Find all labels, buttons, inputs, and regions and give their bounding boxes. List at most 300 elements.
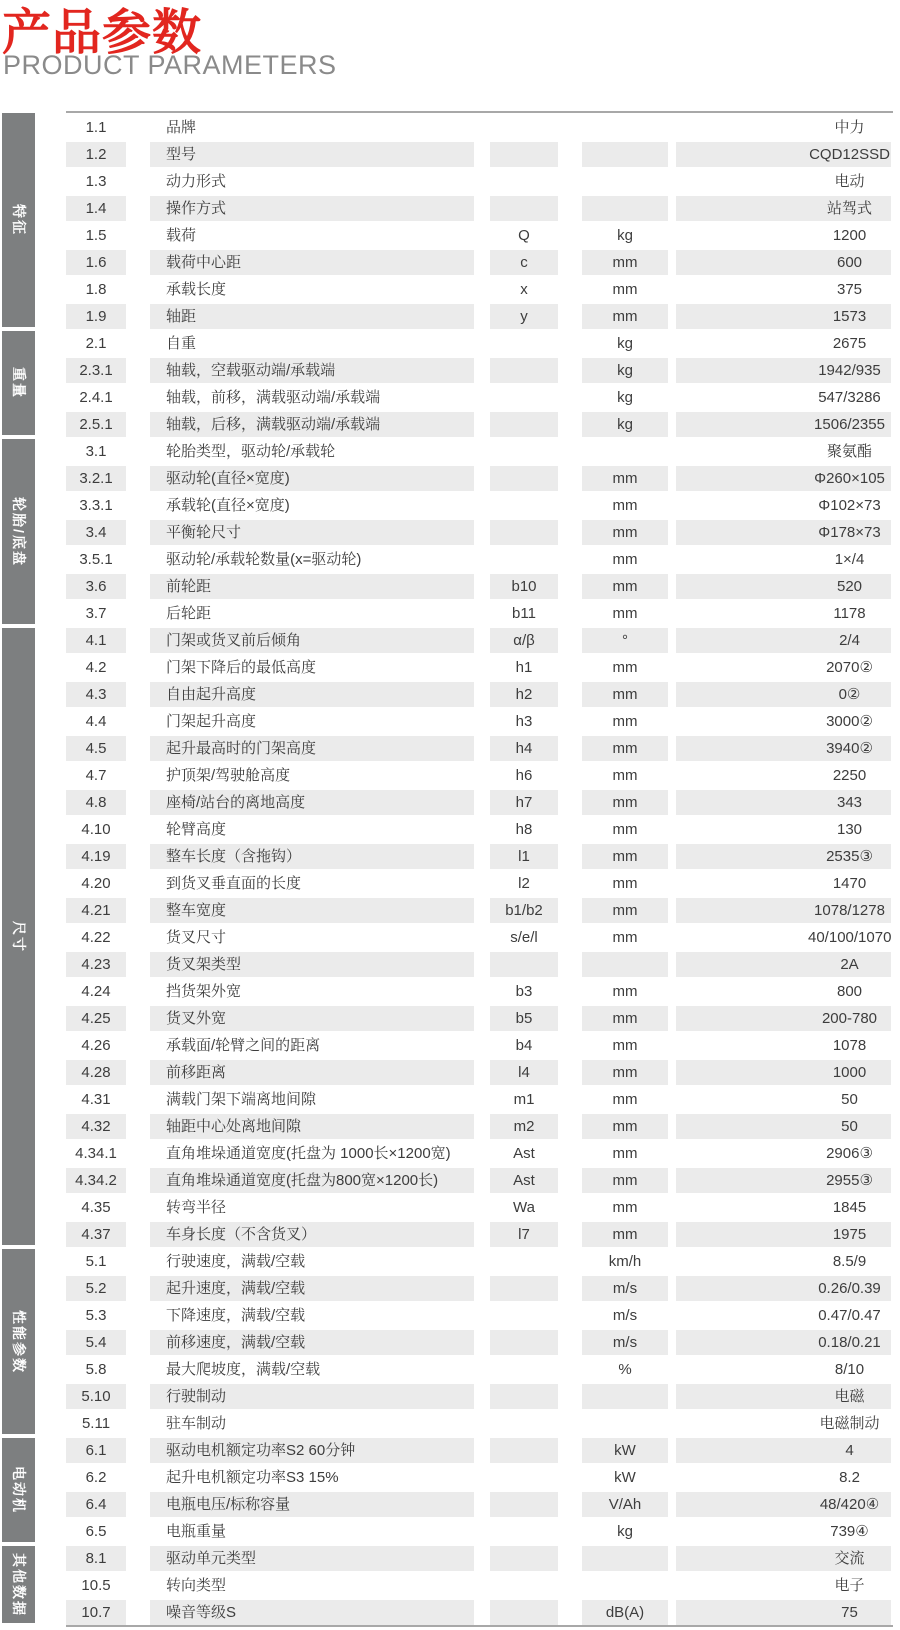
- sidebar-category-label: 重量: [10, 367, 27, 399]
- cell-value: 3000②: [826, 713, 873, 730]
- cell-name: 驱动轮(直径×宽度): [150, 466, 474, 491]
- cell-symbol: [490, 1330, 558, 1355]
- cell-unit: mm: [582, 1222, 668, 1247]
- table-row: [0, 1195, 900, 1220]
- cell-value: 3940②: [676, 736, 891, 761]
- cell-unit: kg: [617, 389, 633, 406]
- cell-value: 547/3286: [818, 389, 881, 406]
- cell-value: 200-780: [676, 1006, 891, 1031]
- table-row: [0, 169, 900, 194]
- cell-value: 8.2: [839, 1469, 860, 1486]
- cell-value: 交流: [676, 1546, 891, 1571]
- cell-no: 6.4: [66, 1492, 126, 1517]
- cell-symbol: b11: [512, 605, 536, 622]
- cell-value: 48/420④: [676, 1492, 891, 1517]
- table-row: [0, 1168, 900, 1193]
- cell-no: 4.21: [66, 898, 126, 923]
- table-row: [0, 1276, 900, 1301]
- cell-no: 10.7: [66, 1600, 126, 1625]
- cell-value: 375: [836, 281, 863, 298]
- cell-unit: [582, 439, 668, 464]
- cell-no: 2.1: [85, 335, 107, 352]
- cell-value: Φ178×73: [676, 520, 891, 545]
- cell-symbol: b5: [490, 1006, 558, 1031]
- cell-unit: [582, 1573, 668, 1598]
- cell-name: 行驶速度，满载/空载: [166, 1253, 306, 1270]
- cell-unit: m/s: [582, 1276, 668, 1301]
- cell-value: 站驾式: [676, 196, 891, 221]
- cell-name: 起升速度，满载/空载: [150, 1276, 474, 1301]
- cell-value: 1078/1278: [676, 898, 891, 923]
- table-row: [0, 1303, 900, 1328]
- cell-unit: mm: [612, 1091, 638, 1108]
- cell-name: 货叉尺寸: [166, 929, 227, 946]
- cell-unit: [582, 142, 668, 167]
- cell-unit: mm: [582, 466, 668, 491]
- cell-no: 3.4: [66, 520, 126, 545]
- cell-symbol: m2: [490, 1114, 558, 1139]
- cell-symbol: l7: [490, 1222, 558, 1247]
- cell-symbol: Wa: [513, 1199, 535, 1216]
- cell-unit: [582, 169, 668, 194]
- cell-no: 4.26: [81, 1037, 111, 1054]
- table-row: [0, 844, 900, 869]
- cell-no: 4.32: [66, 1114, 126, 1139]
- table-row: [0, 277, 900, 302]
- table-row: [0, 1411, 900, 1436]
- cell-no: 5.11: [81, 1415, 111, 1432]
- cell-symbol: [490, 952, 558, 977]
- cell-name: 行驶制动: [150, 1384, 474, 1409]
- sidebar-category-label: 其他数据: [10, 1552, 27, 1617]
- cell-symbol: Ast: [490, 1168, 558, 1193]
- cell-name: 货叉架类型: [150, 952, 474, 977]
- cell-name: 前移速度，满载/空载: [150, 1330, 474, 1355]
- cell-symbol: [490, 196, 558, 221]
- table-row: [0, 250, 900, 275]
- cell-no: 4.1: [66, 628, 126, 653]
- table-row: [0, 1384, 900, 1409]
- cell-symbol: [490, 466, 558, 491]
- table-row: [0, 547, 900, 572]
- cell-name: 电瓶电压/标称容量: [150, 1492, 474, 1517]
- table-row: [0, 1600, 900, 1625]
- cell-value: 343: [676, 790, 891, 815]
- cell-name: 前轮距: [150, 574, 474, 599]
- cell-no: 2.5.1: [66, 412, 126, 437]
- cell-no: 4.19: [66, 844, 126, 869]
- table-row: [0, 412, 900, 437]
- cell-value: 2906③: [826, 1145, 873, 1162]
- cell-no: 4.31: [81, 1091, 111, 1108]
- cell-value: 电动: [834, 173, 865, 190]
- cell-symbol: [490, 169, 558, 194]
- cell-symbol: y: [490, 304, 558, 329]
- cell-unit: mm: [582, 1060, 668, 1085]
- sidebar-category-label: 尺寸: [10, 920, 27, 953]
- cell-value: 电磁制动: [819, 1415, 880, 1432]
- cell-no: 10.5: [81, 1577, 111, 1594]
- cell-unit: mm: [612, 1145, 638, 1162]
- cell-name: 型号: [150, 142, 474, 167]
- cell-value: 8.5/9: [832, 1253, 867, 1270]
- cell-symbol: [490, 1492, 558, 1517]
- cell-symbol: [490, 439, 558, 464]
- table-row: [0, 493, 900, 518]
- cell-value: 0.47/0.47: [818, 1307, 881, 1324]
- cell-unit: mm: [612, 605, 638, 622]
- cell-symbol: [490, 1303, 558, 1328]
- cell-no: 2.3.1: [66, 358, 126, 383]
- cell-symbol: h2: [490, 682, 558, 707]
- cell-name: 承载长度: [166, 281, 227, 298]
- cell-no: 4.34.2: [66, 1168, 126, 1193]
- cell-value: 40/100/1070: [808, 929, 892, 946]
- cell-name: 承载轮(直径×宽度): [166, 497, 290, 514]
- cell-value: 1000: [676, 1060, 891, 1085]
- table-row: [0, 1114, 900, 1139]
- cell-unit: kg: [582, 412, 668, 437]
- cell-symbol: [490, 493, 558, 518]
- cell-symbol: [490, 1249, 558, 1274]
- cell-unit: [582, 1384, 668, 1409]
- table-row: [0, 1546, 900, 1571]
- cell-name: 门架或货叉前后倾角: [150, 628, 474, 653]
- cell-symbol: [490, 547, 558, 572]
- table-bottom-rule: [66, 1625, 893, 1627]
- cell-value: 520: [676, 574, 891, 599]
- cell-value: 2A: [676, 952, 891, 977]
- table-row: [0, 115, 900, 140]
- cell-name: 驱动单元类型: [150, 1546, 474, 1571]
- cell-unit: mm: [612, 983, 638, 1000]
- cell-no: 4.3: [66, 682, 126, 707]
- cell-no: 4.2: [85, 659, 107, 676]
- cell-name: 轴距中心处离地间隙: [150, 1114, 474, 1139]
- cell-value: Φ260×105: [676, 466, 891, 491]
- table-row: [0, 304, 900, 329]
- table-row: [0, 1222, 900, 1247]
- cell-no: 3.3.1: [79, 497, 113, 514]
- table-row: [0, 628, 900, 653]
- cell-value: 1078: [832, 1037, 867, 1054]
- cell-no: 5.2: [66, 1276, 126, 1301]
- cell-unit: mm: [582, 790, 668, 815]
- cell-name: 噪音等级S: [150, 1600, 474, 1625]
- cell-symbol: [490, 1357, 558, 1382]
- cell-no: 3.7: [85, 605, 107, 622]
- cell-symbol: [490, 1546, 558, 1571]
- cell-unit: %: [618, 1361, 632, 1378]
- cell-unit: kg: [617, 1523, 633, 1540]
- table-row: [0, 790, 900, 815]
- cell-unit: °: [582, 628, 668, 653]
- cell-no: 6.1: [66, 1438, 126, 1463]
- cell-no: 1.1: [85, 119, 107, 136]
- table-row: [0, 1519, 900, 1544]
- cell-name: 自重: [166, 335, 197, 352]
- cell-name: 前移距离: [150, 1060, 474, 1085]
- cell-value: 电磁: [676, 1384, 891, 1409]
- table-row: [0, 763, 900, 788]
- cell-no: 1.2: [66, 142, 126, 167]
- cell-unit: mm: [582, 736, 668, 761]
- cell-name: 转向类型: [166, 1577, 227, 1594]
- cell-value: 1975: [676, 1222, 891, 1247]
- cell-no: 4.5: [66, 736, 126, 761]
- cell-value: CQD12SSD: [676, 142, 891, 167]
- cell-name: 轴载，空载驱动端/承载端: [150, 358, 474, 383]
- cell-name: 自由起升高度: [150, 682, 474, 707]
- cell-unit: mm: [612, 659, 638, 676]
- cell-name: 品牌: [166, 119, 197, 136]
- cell-name: 车身长度（不含货叉）: [150, 1222, 474, 1247]
- cell-unit: dB(A): [582, 1600, 668, 1625]
- cell-value: 1506/2355: [676, 412, 891, 437]
- table-row: [0, 1087, 900, 1112]
- cell-name: 驻车制动: [166, 1415, 227, 1432]
- cell-symbol: h3: [515, 713, 533, 730]
- cell-no: 8.1: [66, 1546, 126, 1571]
- cell-name: 直角堆垛通道宽度(托盘为 1000长×1200宽): [166, 1145, 451, 1162]
- table-top-rule: [66, 111, 893, 113]
- cell-unit: mm: [612, 821, 638, 838]
- cell-no: 4.7: [85, 767, 107, 784]
- table-row: [0, 1492, 900, 1517]
- cell-symbol: [490, 1276, 558, 1301]
- cell-name: 满载门架下端离地间隙: [166, 1091, 317, 1108]
- cell-value: 600: [676, 250, 891, 275]
- cell-no: 4.25: [66, 1006, 126, 1031]
- cell-unit: m/s: [582, 1330, 668, 1355]
- cell-unit: km/h: [608, 1253, 642, 1270]
- cell-no: 3.2.1: [66, 466, 126, 491]
- cell-unit: mm: [582, 304, 668, 329]
- cell-symbol: x: [520, 281, 528, 298]
- cell-name: 护顶架/驾驶舱高度: [166, 767, 291, 784]
- cell-symbol: [490, 358, 558, 383]
- cell-unit: mm: [612, 1199, 638, 1216]
- cell-unit: m/s: [612, 1307, 638, 1324]
- cell-symbol: [490, 1384, 558, 1409]
- cell-unit: mm: [582, 574, 668, 599]
- sidebar-category-label: 轮胎/底盘: [10, 496, 27, 567]
- cell-no: 5.4: [66, 1330, 126, 1355]
- cell-unit: kW: [614, 1469, 636, 1486]
- cell-value: 4: [676, 1438, 891, 1463]
- cell-symbol: h7: [490, 790, 558, 815]
- table-row: [0, 1465, 900, 1490]
- table-row: [0, 925, 900, 950]
- cell-symbol: [490, 1438, 558, 1463]
- cell-symbol: [490, 142, 558, 167]
- cell-symbol: b1/b2: [490, 898, 558, 923]
- cell-unit: mm: [582, 898, 668, 923]
- cell-value: 50: [676, 1114, 891, 1139]
- cell-symbol: l2: [518, 875, 530, 892]
- cell-no: 4.35: [81, 1199, 111, 1216]
- cell-unit: mm: [582, 250, 668, 275]
- cell-name: 座椅/站台的离地高度: [150, 790, 474, 815]
- sidebar-category-label: 性能参数: [10, 1309, 27, 1374]
- cell-no: 4.37: [66, 1222, 126, 1247]
- cell-name: 动力形式: [166, 173, 227, 190]
- cell-value: 2070②: [826, 659, 873, 676]
- table-row: [0, 1006, 900, 1031]
- cell-name: 挡货架外宽: [166, 983, 242, 1000]
- cell-value: 电子: [834, 1577, 865, 1594]
- table-row: [0, 223, 900, 248]
- cell-value: 75: [676, 1600, 891, 1625]
- cell-no: 1.8: [85, 281, 107, 298]
- cell-no: 4.23: [66, 952, 126, 977]
- cell-name: 轴载，前移，满载驱动端/承载端: [166, 389, 381, 406]
- cell-name: 载荷中心距: [150, 250, 474, 275]
- table-row: [0, 520, 900, 545]
- cell-no: 4.24: [81, 983, 111, 1000]
- table-row: [0, 142, 900, 167]
- cell-no: 4.8: [66, 790, 126, 815]
- cell-value: 8/10: [834, 1361, 865, 1378]
- table-row: [0, 601, 900, 626]
- cell-no: 3.6: [66, 574, 126, 599]
- cell-name: 操作方式: [150, 196, 474, 221]
- cell-symbol: b4: [515, 1037, 533, 1054]
- cell-no: 6.5: [85, 1523, 107, 1540]
- cell-unit: mm: [582, 1006, 668, 1031]
- cell-symbol: m1: [513, 1091, 535, 1108]
- table-row: [0, 358, 900, 383]
- cell-no: 1.9: [66, 304, 126, 329]
- table-row: [0, 682, 900, 707]
- cell-symbol: [490, 1573, 558, 1598]
- table-row: [0, 1357, 900, 1382]
- cell-value: 2/4: [676, 628, 891, 653]
- table-row: [0, 1330, 900, 1355]
- cell-unit: mm: [612, 551, 638, 568]
- cell-name: 门架下降后的最低高度: [166, 659, 317, 676]
- cell-symbol: b10: [490, 574, 558, 599]
- cell-no: 6.2: [85, 1469, 107, 1486]
- cell-unit: kg: [617, 227, 633, 244]
- cell-symbol: Q: [518, 227, 530, 244]
- cell-symbol: h6: [515, 767, 533, 784]
- cell-value: 2955③: [676, 1168, 891, 1193]
- cell-unit: [582, 115, 668, 140]
- cell-symbol: l1: [490, 844, 558, 869]
- table-row: [0, 1060, 900, 1085]
- cell-value: 800: [836, 983, 863, 1000]
- cell-symbol: h4: [490, 736, 558, 761]
- cell-unit: mm: [612, 1037, 638, 1054]
- cell-no: 1.4: [66, 196, 126, 221]
- cell-symbol: c: [490, 250, 558, 275]
- cell-name: 承载面/轮臂之间的距离: [166, 1037, 321, 1054]
- cell-no: 4.34.1: [75, 1145, 117, 1162]
- cell-value: 1×/4: [834, 551, 865, 568]
- table-row: [0, 1033, 900, 1058]
- cell-no: 5.3: [85, 1307, 107, 1324]
- cell-name: 平衡轮尺寸: [150, 520, 474, 545]
- sidebar-category-label: 特征: [10, 204, 27, 236]
- cell-symbol: h8: [515, 821, 533, 838]
- table-row: [0, 1438, 900, 1463]
- table-row: [0, 439, 900, 464]
- table-row: [0, 709, 900, 734]
- table-row: [0, 466, 900, 491]
- table-row: [0, 979, 900, 1004]
- cell-value: 2535③: [676, 844, 891, 869]
- table-row: [0, 385, 900, 410]
- table-row: [0, 331, 900, 356]
- table-row: [0, 574, 900, 599]
- cell-unit: mm: [582, 844, 668, 869]
- cell-symbol: [490, 412, 558, 437]
- cell-value: 1470: [832, 875, 867, 892]
- cell-unit: [582, 952, 668, 977]
- cell-no: 4.22: [81, 929, 111, 946]
- cell-name: 轮胎类型，驱动轮/承载轮: [166, 443, 336, 460]
- cell-name: 整车长度（含拖钩）: [150, 844, 474, 869]
- cell-symbol: h1: [515, 659, 533, 676]
- cell-value: Φ102×73: [818, 497, 881, 514]
- cell-symbol: [490, 1411, 558, 1436]
- cell-symbol: [490, 1519, 558, 1544]
- cell-value: 2250: [832, 767, 867, 784]
- cell-name: 轴距: [150, 304, 474, 329]
- cell-no: 1.3: [85, 173, 107, 190]
- cell-value: 中力: [834, 119, 865, 136]
- cell-no: 3.1: [85, 443, 107, 460]
- cell-symbol: [490, 520, 558, 545]
- cell-value: 130: [836, 821, 863, 838]
- cell-value: 0②: [676, 682, 891, 707]
- cell-symbol: α/β: [490, 628, 558, 653]
- cell-symbol: [490, 385, 558, 410]
- cell-no: 5.10: [66, 1384, 126, 1409]
- cell-name: 轴载，后移，满载驱动端/承载端: [150, 412, 474, 437]
- cell-name: 转弯半径: [166, 1199, 227, 1216]
- cell-value: 1845: [832, 1199, 867, 1216]
- table-row: [0, 1249, 900, 1274]
- cell-unit: [582, 1411, 668, 1436]
- cell-symbol: l4: [490, 1060, 558, 1085]
- cell-no: 4.28: [66, 1060, 126, 1085]
- cell-value: 1178: [833, 605, 866, 622]
- cell-no: 2.4.1: [79, 389, 113, 406]
- cell-unit: mm: [612, 767, 638, 784]
- cell-name: 到货叉垂直面的长度: [166, 875, 302, 892]
- cell-value: 0.18/0.21: [676, 1330, 891, 1355]
- cell-name: 整车宽度: [150, 898, 474, 923]
- table-row: [0, 655, 900, 680]
- cell-no: 1.5: [85, 227, 107, 244]
- cell-unit: [582, 1546, 668, 1571]
- cell-symbol: s/e/l: [510, 929, 538, 946]
- cell-symbol: [490, 115, 558, 140]
- cell-no: 5.8: [85, 1361, 107, 1378]
- cell-name: 最大爬坡度，满载/空载: [166, 1361, 321, 1378]
- table-row: [0, 736, 900, 761]
- cell-unit: mm: [582, 1114, 668, 1139]
- cell-symbol: b3: [515, 983, 533, 1000]
- cell-symbol: [490, 331, 558, 356]
- table-row: [0, 898, 900, 923]
- cell-value: 聚氨酯: [826, 443, 872, 460]
- cell-name: 驱动轮/承载轮数量(x=驱动轮): [166, 551, 362, 568]
- table-row: [0, 196, 900, 221]
- cell-value: 1942/935: [676, 358, 891, 383]
